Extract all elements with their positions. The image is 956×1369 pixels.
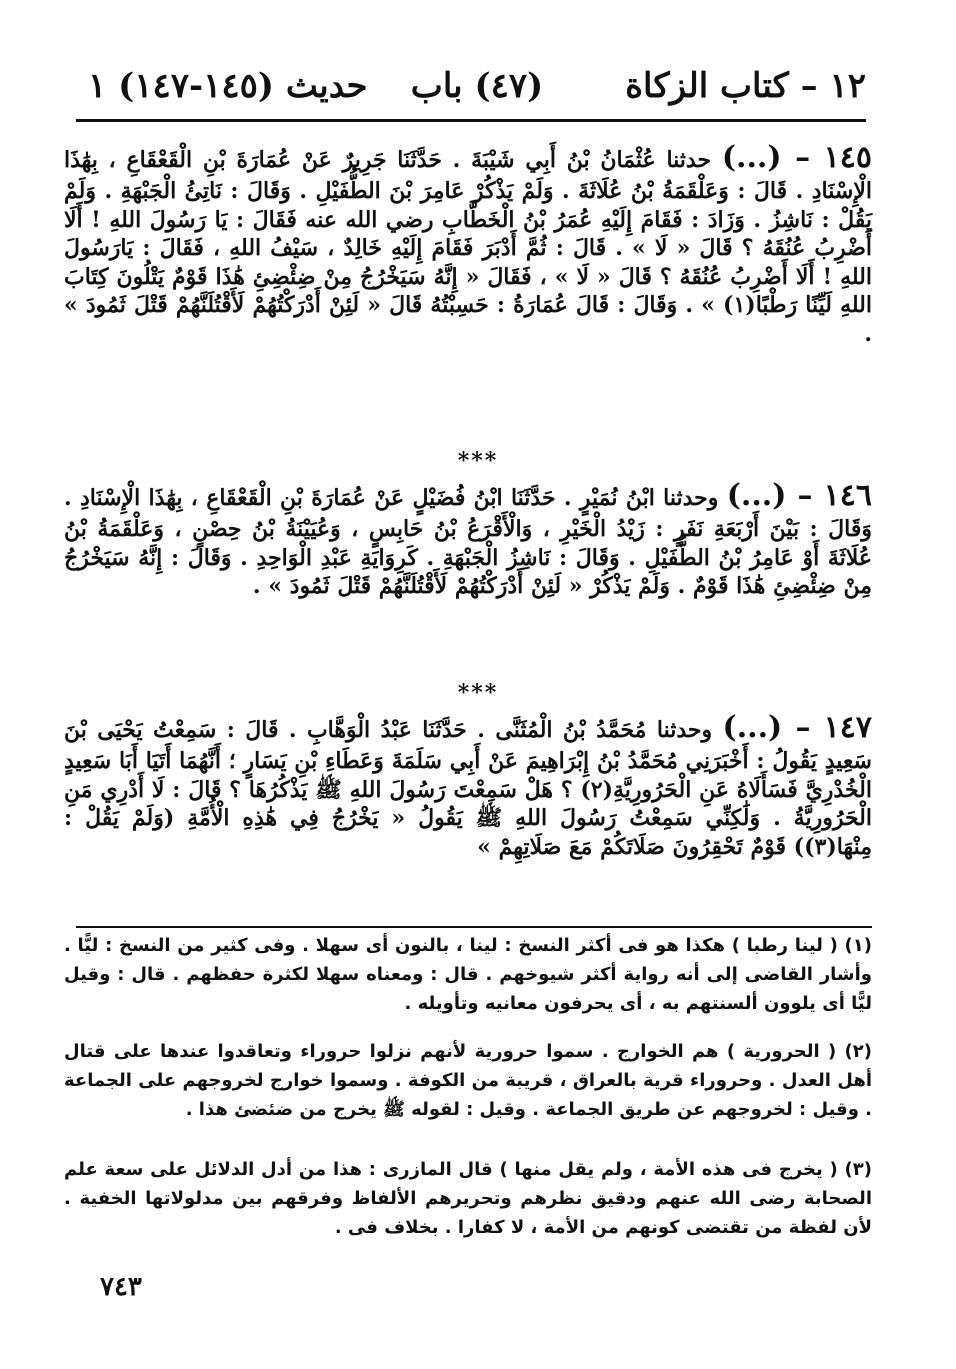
hadith-147 [64, 708, 872, 861]
footnote-2: (٢) ( الحرورية ) هم الخوارج . سموا حرورية لأنهم نزلوا حروراء وتعاقدوا عندها على قتال أهل العدل . وحروراء قرية بالعراق ، قريبة من الكوفة . وسموا خوارج لخروجهم على الجماعة . وقيل : لخروجهم عن طريق الجماعة . وقيل : لقوله ﷺ يخرج من ضئضئ هذا . [64, 1041, 872, 1120]
header-book-title: ١٢ – كتاب الزكاة [625, 66, 866, 106]
hadith-number: ١٤٦ – (...) [726, 478, 872, 513]
hadith-text: حدثنا عُثْمَانُ بْنُ أَبِي شَيْبَةَ . حَدَّثَنَا جَرِيرٌ عَنْ عُمَارَةَ بْنِ الْقَعْقَاعِ ، بِهَٰذَا الْإِسْنَادِ . قَالَ : وَعَلْقَمَةُ بْنُ عُلَاثَةَ . وَلَمْ يَذْكُرْ عَامِرَ بْنَ الطُّفَيْلِ . وَقَالَ : نَاتِئُ الْجَبْهَةِ . وَلَمْ يَقُلْ : نَاشِزُ . وَزَادَ : فَقَامَ إِلَيْهِ عُمَرُ بْنُ الْخَطَّابِ رضي الله عنه فَقَالَ : يَا رَسُولَ اللهِ ! أَلَا أَضْرِبُ عُنُقَهُ ؟ قَالَ « لَا » . قَالَ : ثُمَّ أَدْبَرَ فَقَامَ إِلَيْهِ خَالِدٌ ، سَيْفُ اللهِ ، فَقَالَ : يَارَسُولَ اللهِ ! أَلَا أَضْرِبُ عُنُقَهُ ؟ قَالَ « لَا » ، فَقَالَ « إِنَّهُ سَيَخْرُجُ مِنْ ضِئْضِئِ هَٰذَا قَوْمٌ يَتْلُونَ كِتَابَ اللهِ لَيِّنًا رَطْبًا(١) » . وَقَالَ : قَالَ عُمَارَةُ : حَسِبْتُهُ قَالَ « لَئِنْ أَدْرَكْتُهُمْ لَأَقْتُلَنَّهُمْ قَتْلَ ثَمُودَ » . [64, 147, 872, 347]
hadith-number: ١٤٥ – (...) [721, 140, 872, 175]
header-rule [76, 119, 866, 122]
hadith-145 [64, 138, 872, 349]
hadith-number: ١٤٧ – (...) [722, 710, 872, 745]
hadith-text: وحدثنا مُحَمَّدُ بْنُ الْمُثَنَّى . حَدَّثَنَا عَبْدُ الْوَهَّابِ . قَالَ : سَمِعْتُ يَحْيَى بْنَ سَعِيدٍ يَقُولُ : أَخْبَرَنِي مُحَمَّدُ بْنُ إِبْرَاهِيمَ عَنْ أَبِي سَلَمَةَ وَعَطَاءِ بْنِ يَسَارٍ ؛ أَنَّهُمَا أَتَيَا أَبَا سَعِيدٍ الْخُدْرِيَّ فَسَأَلَاهُ عَنِ الْحَرُورِيَّةِ(٢) ؟ هَلْ سَمِعْتَ رَسُولَ اللهِ ﷺ يَذْكُرُهَا ؟ قَالَ : لَا أَدْرِي مَنِ الْحَرُورِيَّةُ . وَلَٰكِنِّي سَمِعْتُ رَسُولَ اللهِ ﷺ يَقُولُ « يَخْرُجُ فِي هَٰذِهِ الْأُمَّةِ (وَلَمْ يَقُلْ : مِنْهَا(٣)) قَوْمٌ تَحْقِرُونَ صَلَاتَكُمْ مَعَ صَلَاتِهِمْ » [64, 717, 872, 860]
separator-stars: *** [457, 680, 499, 706]
hadith-146 [64, 476, 872, 601]
separator-stars: *** [457, 448, 499, 474]
footnote-rule [76, 926, 872, 928]
running-header [88, 60, 866, 118]
page-number: ٧٤٣ [100, 1272, 142, 1302]
header-hadith-range: حديث (١٤٥-١٤٧) ١ [88, 66, 368, 106]
footnote-1: (١) ( لينا رطبا ) هكذا هو فى أكثر النسخ : لينا ، بالنون أى سهلا . وفى كثير من النسخ : ليًّا . وأشار القاضى إلى أنه رواية أكثر شيوخهم . قال : ومعناه سهلا لكثرة حفظهم . قال : وقيل ليًّا أى يلوون ألسنتهم به ، أى يحرفون معانيه وتأويله . [64, 935, 872, 1014]
footnote-3: (٣) ( يخرج فى هذه الأمة ، ولم يقل منها ) قال المازرى : هذا من أدل الدلائل على سعة علم الصحابة رضى الله عنهم ودقيق نظرهم وتحريرهم الألفاظ وفرقهم بين مدلولاتها الخفية . لأن لفظة من تقتضى كونهم من الأمة ، لا كفارا . بخلاف فى . [64, 1159, 872, 1238]
header-chapter: (٤٧) باب [410, 66, 544, 106]
hadith-text: وحدثنا ابْنُ نُمَيْرٍ . حَدَّثَنَا ابْنُ فُضَيْلٍ عَنْ عُمَارَةَ بْنِ الْقَعْقَاعِ ، بِهَٰذَا الْإِسْنَادِ . وَقَالَ : بَيْنَ أَرْبَعَةِ نَفَرٍ : زَيْدُ الْخَيْرِ ، وَالْأَقْرَعُ بْنُ حَابِسٍ ، وَعُيَيْنَةُ بْنُ حِصْنٍ ، وَعَلْقَمَةُ بْنُ عُلَاثَةَ أَوْ عَامِرُ بْنُ الطُّفَيْلِ . وَقَالَ : نَاشِزُ الْجَبْهَةِ . كَرِوَايَةِ عَبْدِ الْوَاحِدِ . وَقَالَ : إِنَّهُ سَيَخْرُجُ مِنْ ضِئْضِئِ هَٰذَا قَوْمٌ . وَلَمْ يَذْكُرْ « لَئِنْ أَدْرَكْتُهُمْ لَأَقْتُلَنَّهُمْ قَتْلَ ثَمُودَ » . [64, 485, 872, 600]
